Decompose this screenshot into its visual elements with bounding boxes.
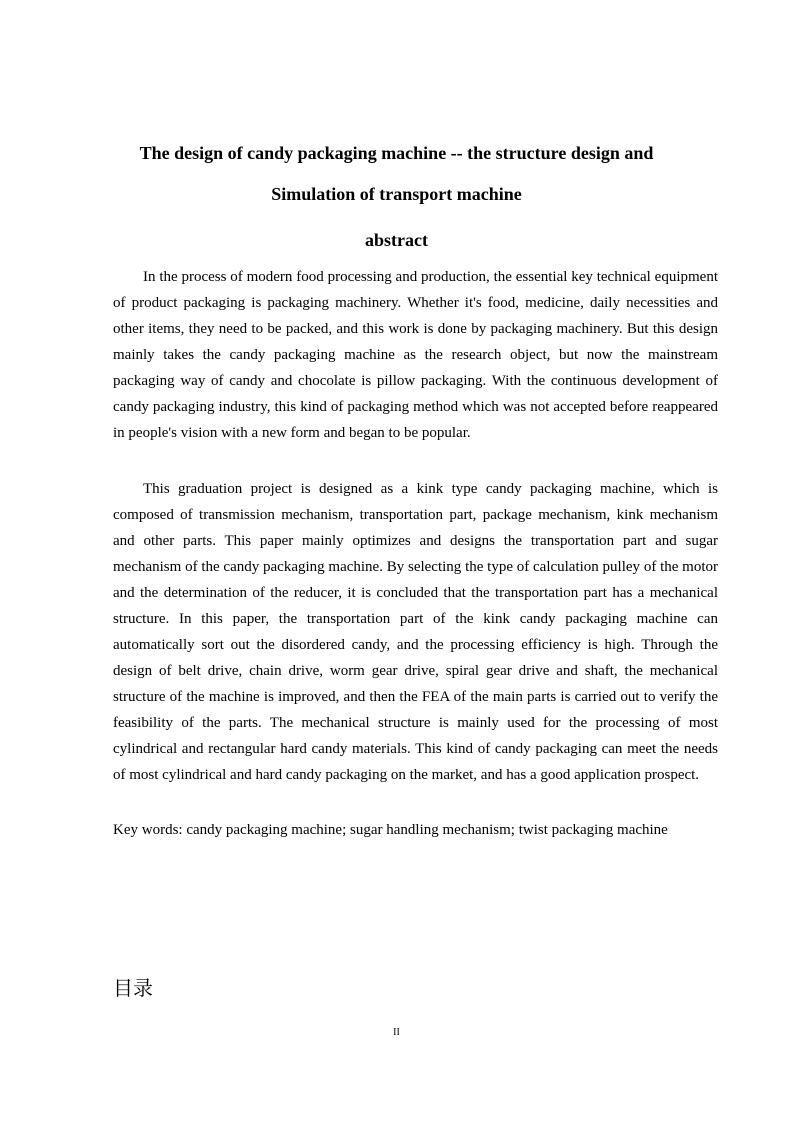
abstract-heading: abstract [365,230,428,250]
table-of-contents-heading: 目录 [113,976,153,1000]
abstract-paragraph-2: This graduation project is designed as a kink type candy packaging machine, which is composed of transmission mechanism, transportation part, package mechanism, kink mechanism and other parts. This paper mainly optimizes and designs the transportation part and sugar mechanism of the candy packaging machine. By selecting the type of calculation pulley of the motor and the determination of the reducer, it is concluded that the transportation part has a mechanical structure. In this paper, the transportation part of the kink candy packaging machine can automatically sort out the disordered candy, and the processing efficiency is high. Through the design of belt drive, chain drive, worm gear drive, spiral gear drive and shaft, the mechanical structure of the machine is improved, and then the FEA of the main parts is carried out to verify the feasibility of the parts. The mechanical structure is mainly used for the processing of most cylindrical and rectangular hard candy materials. This kind of candy packaging can meet the needs of most cylindrical and hard candy packaging on the market, and has a good application prospect. [113,481,718,783]
abstract-paragraph-1: In the process of modern food processing and production, the essential key technical equipment of product packaging is packaging machinery. Whether it's food, medicine, daily necessities and other items, they need to be packed, and this work is done by packaging machinery. But this design mainly takes the candy packaging machine as the research object, but now the mainstream packaging way of candy and chocolate is pillow packaging. With the continuous development of candy packaging industry, this kind of packaging method which was not accepted before reappeared in people's vision with a new form and began to be popular. [113,269,718,441]
document-title-line-1: The design of candy packaging machine -- the structure design and [139,143,654,163]
page-number: II [393,1027,400,1038]
document-title-line-2: Simulation of transport machine [271,184,522,204]
keywords-line: Key words: candy packaging machine; sugar handling mechanism; twist packaging machine [113,822,668,838]
